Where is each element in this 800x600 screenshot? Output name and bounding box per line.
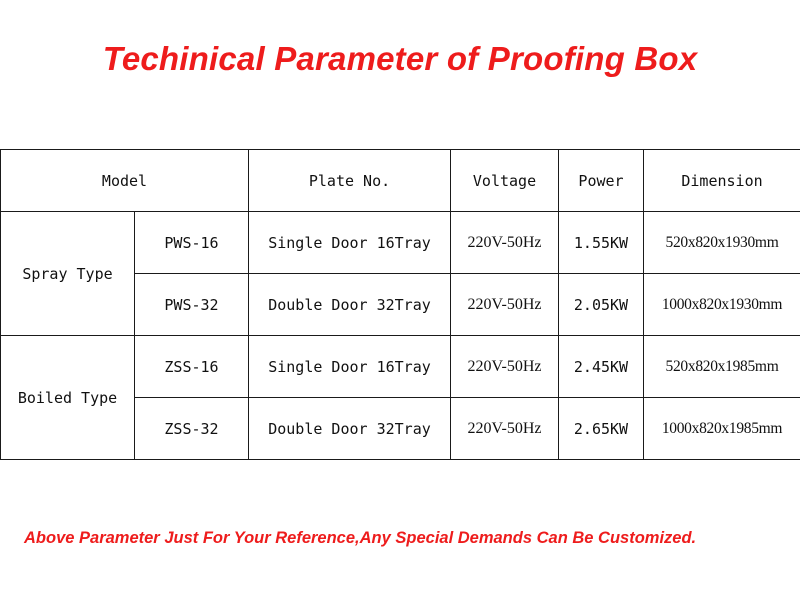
dimension-cell: 520x820x1930mm xyxy=(644,212,800,274)
header-plate-no: Plate No. xyxy=(249,150,451,212)
table-row xyxy=(1,212,800,274)
plate-cell: Double Door 32Tray xyxy=(249,398,451,460)
page-title: Techinical Parameter of Proofing Box xyxy=(102,40,698,77)
plate-cell: Single Door 16Tray xyxy=(249,336,451,398)
voltage-cell: 220V-50Hz xyxy=(451,398,559,460)
group-type-cell: Spray Type xyxy=(1,212,135,336)
header-dimension: Dimension xyxy=(644,150,800,212)
model-cell: ZSS-16 xyxy=(135,336,249,398)
power-cell: 1.55KW xyxy=(559,212,644,274)
header-model: Model xyxy=(1,150,249,212)
table-row xyxy=(1,336,800,398)
header-voltage: Voltage xyxy=(451,150,559,212)
parameter-table xyxy=(0,149,800,460)
model-cell: PWS-16 xyxy=(135,212,249,274)
voltage-cell: 220V-50Hz xyxy=(451,274,559,336)
group-type-cell: Boiled Type xyxy=(1,336,135,460)
power-cell: 2.65KW xyxy=(559,398,644,460)
footer-note: Above Parameter Just For Your Reference,Any Special Demands Can Be Customized. xyxy=(24,529,697,547)
model-cell: ZSS-32 xyxy=(135,398,249,460)
plate-cell: Double Door 32Tray xyxy=(249,274,451,336)
voltage-cell: 220V-50Hz xyxy=(451,212,559,274)
dimension-cell: 1000x820x1985mm xyxy=(644,398,800,460)
dimension-cell: 1000x820x1930mm xyxy=(644,274,800,336)
model-cell: PWS-32 xyxy=(135,274,249,336)
voltage-cell: 220V-50Hz xyxy=(451,336,559,398)
plate-cell: Single Door 16Tray xyxy=(249,212,451,274)
power-cell: 2.05KW xyxy=(559,274,644,336)
power-cell: 2.45KW xyxy=(559,336,644,398)
header-power: Power xyxy=(559,150,644,212)
table-header-row xyxy=(1,150,800,212)
dimension-cell: 520x820x1985mm xyxy=(644,336,800,398)
